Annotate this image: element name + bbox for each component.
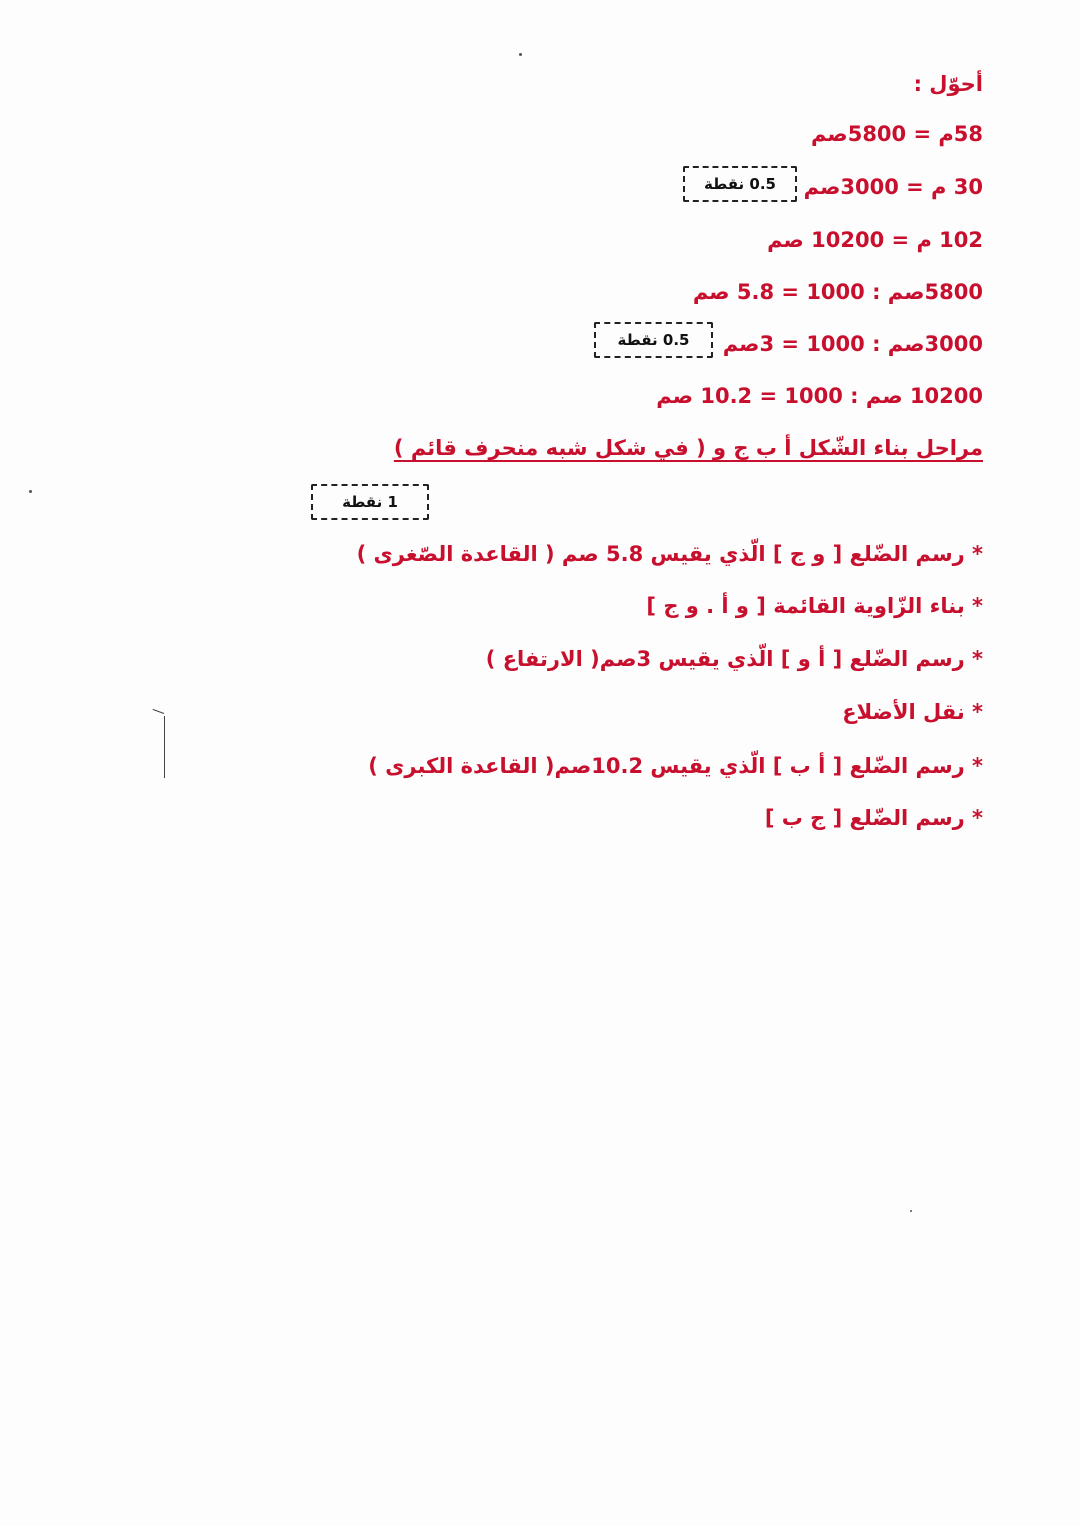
construction-step-3: * رسم الضّلع [ أ و ] الّذي يقيس 3صم( الارتفاع ) bbox=[485, 647, 983, 671]
construction-step-6: * رسم الضّلع [ ج ب ] bbox=[764, 806, 983, 830]
conversion-line-2: 30 م = 3000صم bbox=[803, 175, 983, 199]
construction-step-4: * نقل الأضلاع bbox=[842, 700, 983, 724]
construction-heading: مراحل بناء الشّكل أ ب ج و ( في شكل شبه منحرف قائم ) bbox=[393, 436, 983, 460]
points-box-conversion: 0.5 نقطة bbox=[683, 166, 797, 202]
conversion-line-5: 3000صم : 1000 = 3صم bbox=[722, 332, 983, 356]
construction-step-1: * رسم الضّلع [ و ج ] الّذي يقيس 5.8 صم ( القاعدة الصّغرى ) bbox=[356, 542, 983, 566]
conversion-line-6: 10200 صم : 1000 = 10.2 صم bbox=[656, 384, 983, 408]
construction-step-2: * بناء الزّاوية القائمة [ و أ . و ج ] bbox=[646, 594, 983, 618]
conversion-line-4: 5800صم : 1000 = 5.8 صم bbox=[692, 280, 983, 304]
points-box-construction: 1 نقطة bbox=[311, 484, 429, 520]
construction-step-5: * رسم الضّلع [ أ ب ] الّذي يقيس 10.2صم( القاعدة الكبرى ) bbox=[368, 754, 983, 778]
conversion-line-1: 58م = 5800صم bbox=[810, 122, 983, 146]
conversion-heading: أحوّل : bbox=[913, 72, 983, 96]
conversion-line-3: 102 م = 10200 صم bbox=[767, 228, 983, 252]
scan-speck bbox=[519, 53, 522, 56]
points-box-division: 0.5 نقطة bbox=[594, 322, 713, 358]
scan-speck bbox=[910, 1210, 912, 1212]
scan-speck bbox=[29, 490, 32, 493]
scan-pencil-mark bbox=[164, 716, 165, 778]
scan-pencil-mark-top bbox=[153, 709, 165, 714]
